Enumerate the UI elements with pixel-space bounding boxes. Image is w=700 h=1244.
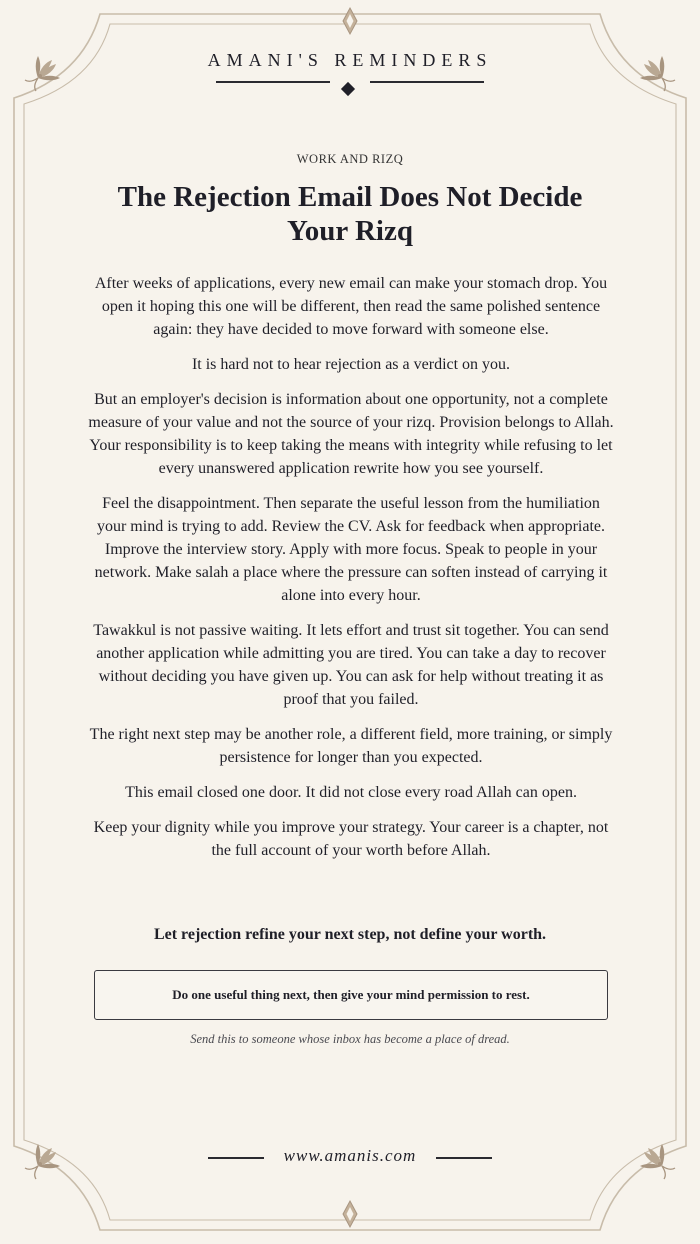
- frame-diamond-icon: [343, 8, 357, 34]
- body-paragraph: After weeks of applications, every new email can make your stomach drop. You open it hoping this one will be different, then read the same polished sentence again: they have decided to move forward with someone else.: [94, 275, 608, 338]
- website-link[interactable]: www.amanis.com: [283, 1146, 417, 1165]
- footer-rule-right: [436, 1157, 492, 1159]
- brand-rule-right: [370, 81, 484, 83]
- article-title: The Rejection Email Does Not Decide Your Rizq: [117, 181, 583, 247]
- article-body: [88, 272, 614, 874]
- body-paragraph: Keep your dignity while you improve your strategy. Your career is a chapter, not the full account of your worth before Allah.: [93, 819, 609, 859]
- body-paragraph: The right next step may be another role, a different field, more training, or simply persistence for longer than you expected.: [89, 726, 613, 766]
- body-paragraph: But an employer's decision is information about one opportunity, not a complete measure of your value and not the source of your rizq. Provision belongs to Allah. Your responsibility is to keep taking the means with integrity while refusing to let every unanswered application rewrite how you see yourself.: [88, 391, 614, 477]
- action-text: Do one useful thing next, then give your mind permission to rest.: [172, 987, 530, 1002]
- body-paragraph: Tawakkul is not passive waiting. It lets effort and trust sit together. You can send another application while admitting you are tired. You can take a day to recover without deciding you have given up. You can ask for help without treating it as proof that you failed.: [93, 622, 609, 708]
- article-category: WORK AND RIZQ: [296, 152, 404, 166]
- action-callout: [94, 970, 608, 1020]
- brand-title: AMANI'S REMINDERS: [207, 50, 493, 70]
- closing-statement: Let rejection refine your next step, not define your worth.: [153, 926, 547, 943]
- body-paragraph: This email closed one door. It did not close every road Allah can open.: [125, 784, 577, 801]
- body-paragraph: Feel the disappointment. Then separate the useful lesson from the humiliation your mind is trying to add. Review the CV. Ask for feedback when appropriate. Improve the interview story. Apply with more focus. Speak to people in your network. Make salah a place where the pressure can soften instead of carrying it alone into every hour.: [94, 495, 608, 604]
- body-paragraph: It is hard not to hear rejection as a verdict on you.: [191, 356, 511, 373]
- share-note: Send this to someone whose inbox has become a place of dread.: [190, 1032, 510, 1046]
- frame-diamond-icon: [343, 1201, 357, 1227]
- brand-rule-left: [216, 81, 330, 83]
